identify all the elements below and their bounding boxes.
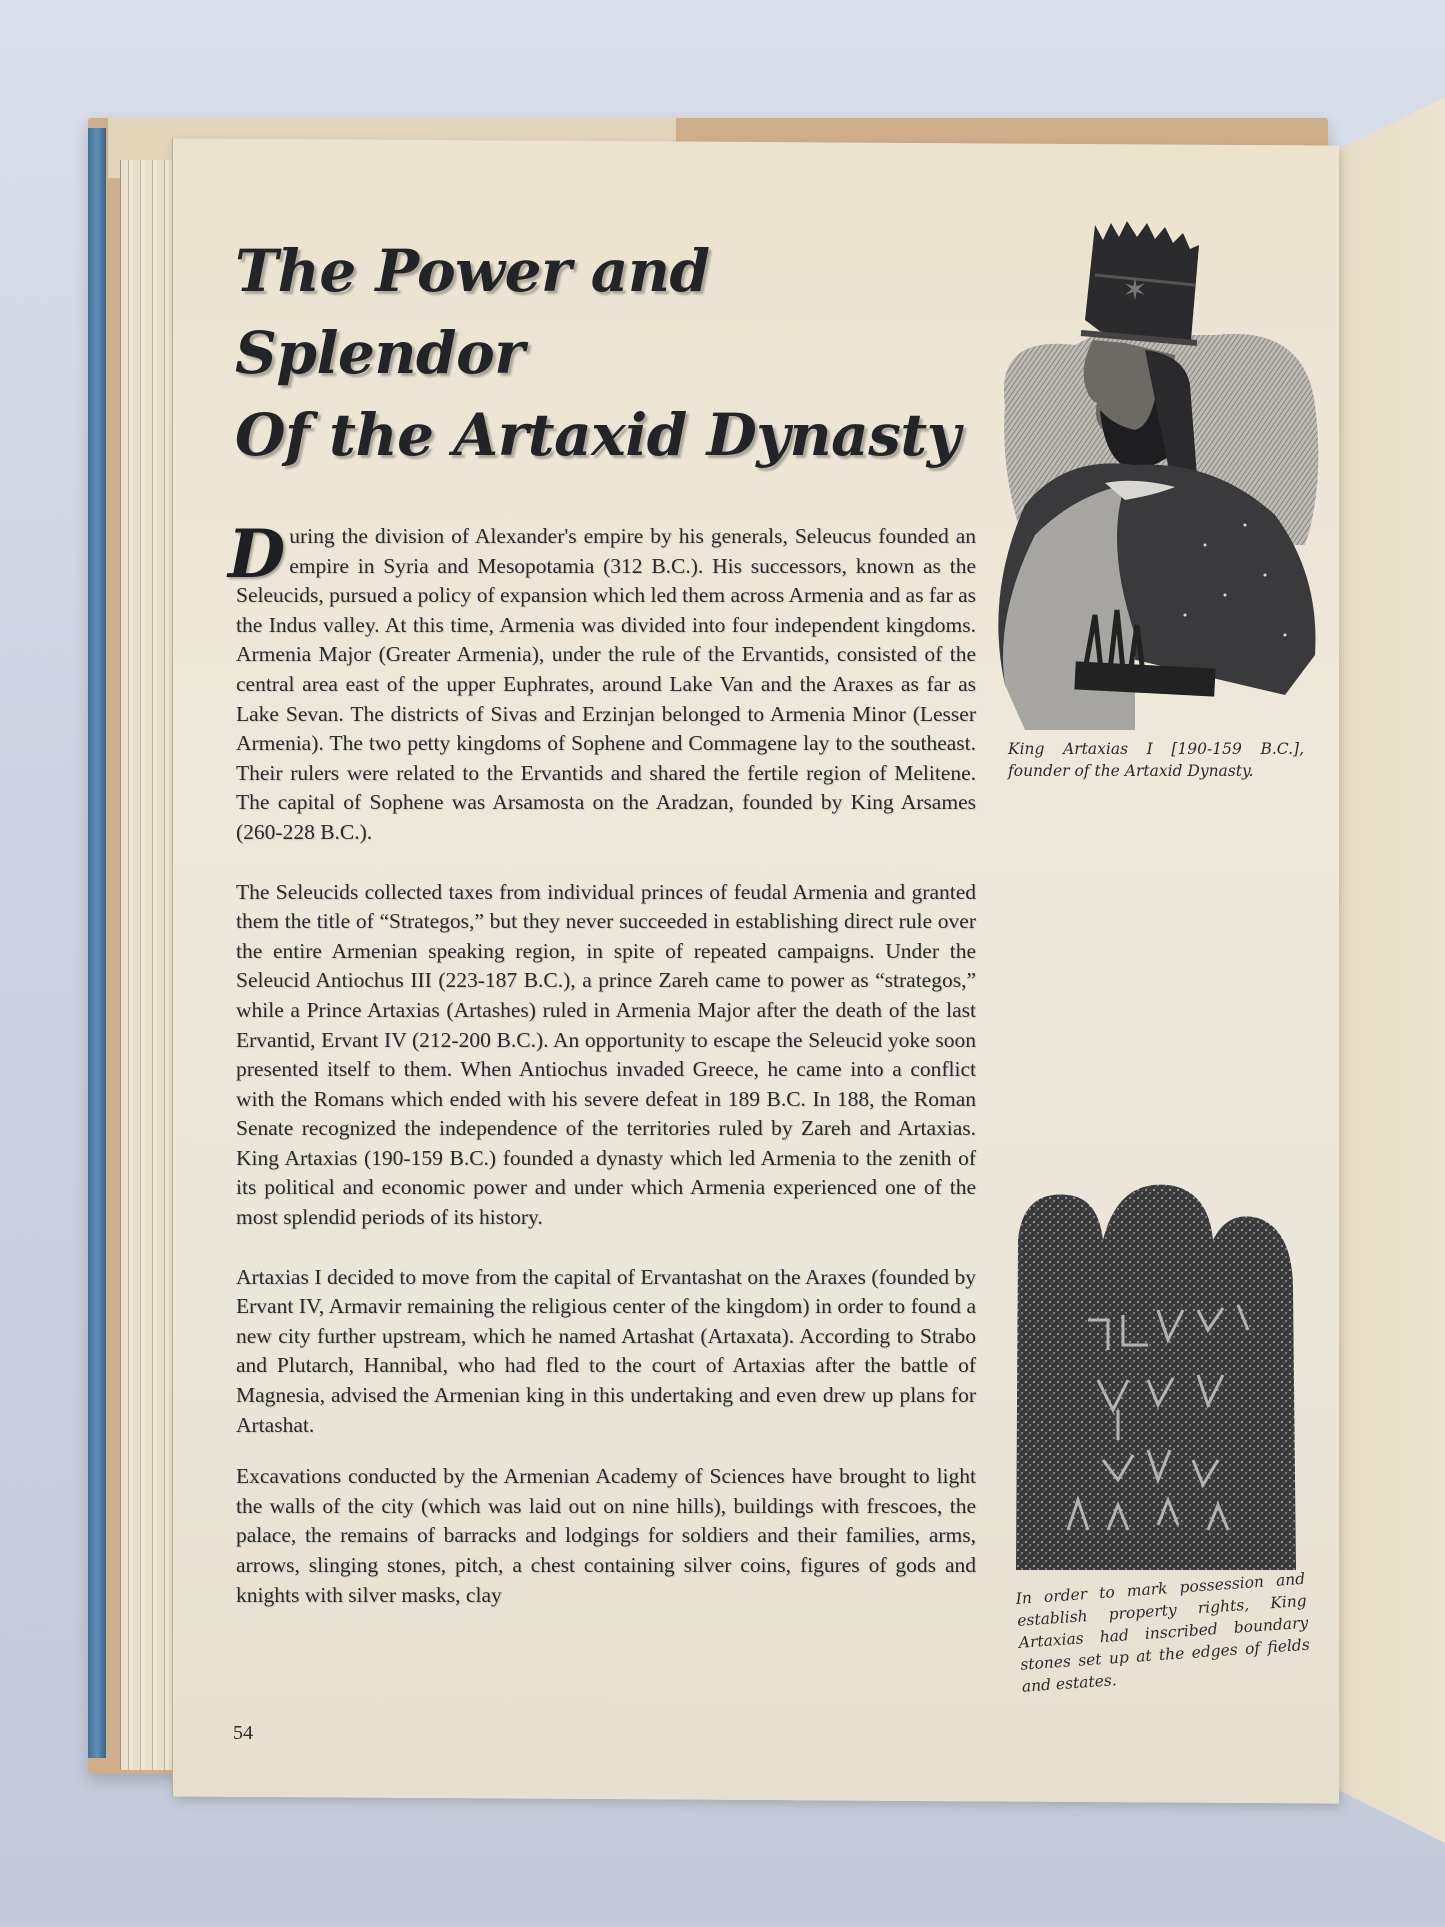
king-portrait-image: [985, 215, 1325, 730]
paragraph-2: The Seleucids collected taxes from individual princes of feudal Armenia and granted them the title of “Strategos,” but they never succeeded in establishing direct rule over the entire Armenian speaking region, in spite of repeated campaigns. Under the Seleucid Antiochus III (223-187 B.C.), a prince Zareh came to power as “strategos,” while a Prince Artaxias (Artashes) ruled in Armenia Major after the death of the last Ervantid, Ervant IV (212-200 B.C.). An opportunity to escape the Seleucid yoke soon presented itself to them. When Antiochus invaded Greece, he came into a conflict with the Romans which ended with his severe defeat in 189 B.C. In 188, the Roman Senate recognized the independence of the territories ruled by Zareh and Artaxias. King Artaxias (190-159 B.C.) founded a dynasty which led Armenia to the zenith of its political and economic power and under which Armenia experienced one of the most splendid periods of its history.: [236, 879, 976, 1230]
page-number: 54: [233, 1722, 253, 1744]
title-line-1: The Power and Splendor: [235, 237, 710, 387]
paragraph-3: Artaxias I decided to move from the capital of Ervantashat on the Araxes (founded by Ervant IV, Armavir remaining the religious center of the kingdom) in order to found a new city further upstream, which he named Artashat (Artaxata). According to Strabo and Plutarch, Hannibal, who had fled to the court of Artaxias after the battle of Magnesia, advised the Armenian king in this undertaking and even drew up plans for Artashat.: [236, 1264, 976, 1437]
cover-edge-blue: [88, 128, 106, 1758]
title-line-2: Of the Artaxid Dynasty: [235, 401, 960, 469]
page-title: [235, 230, 975, 476]
paragraph-1: During the division of Alexander's empire by his generals, Seleucus founded an empire in Syria and Mesopotamia (312 B.C.). His successors, known as the Seleucids, pursued a policy of expansion which led them across Armenia and as far as the Indus valley. At this time, Armenia was divided into four independent kingdoms. Armenia Major (Greater Armenia), under the rule of the Ervantids, consisted of the central area east of the upper Euphrates, around Lake Van and the Araxes as far as Lake Sevan. The districts of Sivas and Erzinjan belonged to Armenia Minor (Lesser Armenia). The two petty kingdoms of Sophene and Commagene lay to the southeast. Their rulers were related to the Ervantids and shared the fertile region of Melitene. The capital of Sophene was Arsamosta on the Aradzan, founded by King Arsames (260-228 B.C.).: [228, 515, 976, 844]
svg-text:✶: ✶: [1122, 274, 1148, 307]
boundary-stone-image: [1008, 1180, 1300, 1575]
king-portrait-caption: King Artaxias I [190-159 B.C.], founder of the Artaxid Dynasty.: [1008, 740, 1304, 780]
article-body: [228, 515, 976, 1640]
drop-cap: D: [228, 515, 286, 593]
paragraph-4: Excavations conducted by the Armenian Academy of Sciences have brought to light the walls of the city (which was laid out on nine hills), buildings with frescoes, the palace, the remains of barracks and lodgings for soldiers and their families, arms, arrows, slinging stones, pitch, a chest containing silver coins, figures of gods and knights with silver masks, clay: [236, 1464, 976, 1607]
facing-page: [1338, 90, 1445, 1850]
boundary-stone-caption: In order to mark possession and establish property rights, King Artaxias had inscribed boundary stones set up at the edges of fields and estates.: [1015, 1569, 1311, 1696]
page-stack-edge: [120, 160, 177, 1770]
